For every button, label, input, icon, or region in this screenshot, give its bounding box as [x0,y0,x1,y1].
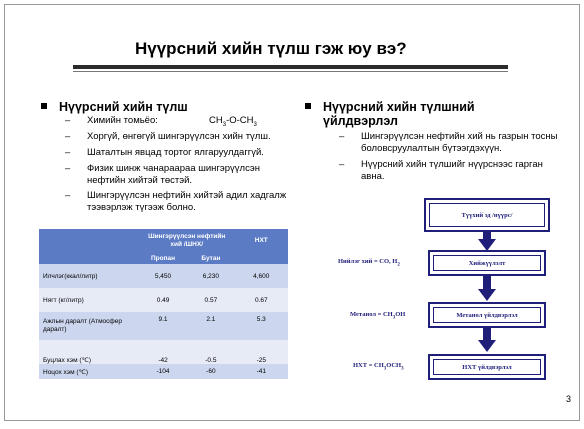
flow-arrow-icon [478,289,496,301]
table-subheader-propane: Пропан [139,252,187,264]
flow-side-label-methanol: Метанол = $CH_3OH$ [350,311,406,321]
title-rule-thin [73,71,508,72]
table-row: Ноцох хэм (℃) -104 -60 -41 [39,364,288,379]
slide [4,4,580,421]
table-row: Илчлэг(ккал/литр) 5,450 6,230 4,600 [39,264,288,288]
table-header-lpg: Шингэрүүлсэн нефтийн хий /ШНХ/ [139,229,235,252]
right-item-2: – Нүүрсний хийн түлшийг нүүрснээс гарган авна. [339,159,543,182]
bullet-square-icon [305,103,311,109]
left-item-4: – Физик шинж чанараараа шингэрүүлсэн нефтийн хийтэй төстэй. [65,163,261,186]
left-heading-text: Нүүрсний хийн түлш [59,100,188,114]
table-header-row [39,229,288,252]
table-header-dme: НХТ [235,229,288,252]
left-heading [41,100,188,114]
left-item-2: – Хоргүй, өнгөгүй шингэрүүлсэн хийн түлш. [65,131,271,142]
flow-box-methanol-production: Метанол үйлдвэрлэл [428,302,546,328]
left-item-1: – Химийн томьёо: $CH_3-O-CH_3$ [87,115,312,127]
bullet-square-icon [41,103,47,109]
flow-box-raw-material: Түүхий эд /нүүрс/ [424,198,550,232]
properties-table [39,229,288,379]
chemical-formula: $CH_3-O-CH_3$ [209,115,257,128]
title-rule-thick [73,65,508,69]
flow-box-gasification: Хийжүүлэлт [428,250,546,276]
right-heading-text: Нүүрсний хийн түлшний [323,100,475,114]
slide-title: Нүүрсний хийн түлш гэж юу вэ? [135,39,407,58]
flow-arrow-icon [478,340,496,352]
page-number: 3 [565,394,571,404]
table-row: Нягт (кг/литр) 0.49 0.57 0.67 [39,288,288,312]
left-item-3: – Шаталтын явцад тортог ялгаруулдаггүй. [65,147,264,158]
table-row: Ажлын даралт (Атмосфер даралт) 9.1 2.1 5.3 [39,312,288,340]
left-item-5: – Шингэрүүлсэн нефтийн хийтэй адил хадгалж тээвэрлэж түгээж болно. [65,190,287,213]
flow-box-dme-production: НХТ үйлдвэрлэл [428,354,546,380]
right-heading: Нүүрсний хийн түлшний үйлдвэрлэл [305,100,545,128]
flow-arrow-stem [483,276,491,290]
right-item-1: – Шингэрүүлсэн нефтийн хий нь газрын тосны боловсруулалтын бүтээгдэхүүн. [339,131,558,154]
table-row: Буцлах хэм (℃) -42 -0.5 -25 [39,340,288,364]
flow-side-label-dme: НХТ = $CH_3OCH_3$ [353,362,404,372]
flow-side-label-syngas: Нийлэг хий = CO, $H_2$ [338,258,400,268]
table-subheader-butane: Бутан [187,252,234,264]
table-subheader-row [39,252,288,264]
